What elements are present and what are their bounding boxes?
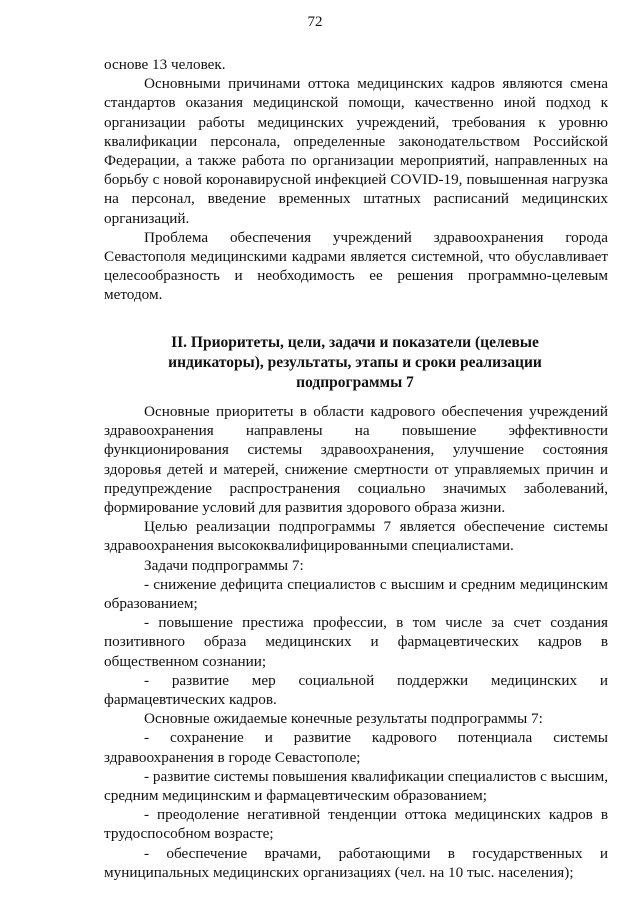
paragraph-tasks-heading: Задачи подпрограммы 7:: [144, 556, 304, 574]
list-item-result: - развитие системы повышения квалификации специалистов с высшим, средним медицинским и фармацевтическим образованием;: [104, 767, 608, 805]
list-item-result: - сохранение и развитие кадрового потенциала системы здравоохранения в городе Севастополе;: [104, 729, 608, 766]
list-item-result: - преодоление негативной тенденции оттока медицинских кадров в трудоспособном возрасте;: [104, 806, 608, 843]
intro-paragraph-problem: Проблема обеспечения учреждений здравоохранения города Севастополя медицинскими кадрами является системной, что обуславливает целесообразность и необходимость ее решения программно-целевым методом.: [104, 228, 608, 304]
page-number: 72: [307, 14, 323, 30]
intro-paragraph-continuation: основе 13 человек.: [104, 56, 226, 73]
paragraph-priorities: Основные приоритеты в области кадрового обеспечения учреждений здравоохранения направлены на повышение эффективности функционирования системы здравоохранения, улучшение состояния здоровья детей и матерей, снижение смертности от управляемых причин и предупреждение распространения социально значимых заболеваний, формирование условий для развития здорового образа жизни.: [104, 403, 608, 517]
section-heading: II. Приоритеты, цели, задачи и показатели (целевые индикаторы), результаты, этапы и сроки реализации подпрограммы 7: [168, 334, 542, 391]
main-text-block: [104, 402, 608, 882]
intro-paragraph-reasons: Основными причинами оттока медицинских кадров являются смена стандартов оказания медицинской помощи, качественно иной подход к организации работы медицинских учреждений, требования к уровню квалификации персонала, определенные законодательством Российской Федерации, а также работа по организации мероприятий, направленных на борьбу с новой коронавирусной инфекцией COVID-19, повышенная нагрузка на персонал, введение временных штатных расписаний медицинских организаций.: [104, 75, 608, 227]
list-item-task: - повышение престижа профессии, в том числе за счет создания позитивного образа медицинских и фармацевтических кадров в общественном сознании;: [104, 614, 608, 670]
list-item-task: - снижение дефицита специалистов с высшим и средним медицинским образованием;: [104, 575, 608, 613]
list-item-result: - обеспечение врачами, работающими в государственных и муниципальных медицинских организациях (чел. на 10 тыс. населения);: [104, 844, 608, 881]
intro-text-block: [104, 55, 608, 305]
paragraph-goal: Целью реализации подпрограммы 7 является обеспечение системы здравоохранения высококвалифицированными специалистами.: [104, 518, 608, 555]
paragraph-results-heading: Основные ожидаемые конечные результаты подпрограммы 7:: [144, 710, 543, 728]
list-item-task: - развитие мер социальной поддержки медицинских и фармацевтических кадров.: [104, 671, 608, 709]
